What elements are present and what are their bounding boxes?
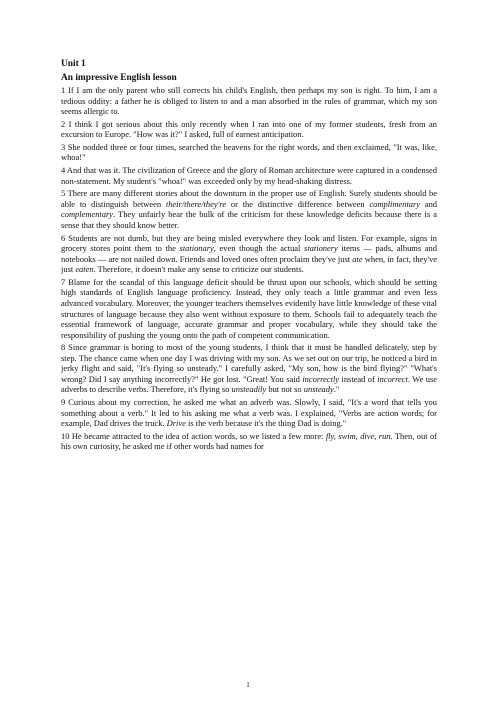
paragraph-text: 2 I think I got serious about this only recently when I ran into one of my former students, fresh from an excursion to Europe. "How was it?" I asked, full of earnest anticipation. <box>61 118 437 140</box>
paragraph-text: . Therefore, it doesn't make any sense to criticize our students. <box>93 264 304 275</box>
paragraph-text: and <box>420 198 438 209</box>
italic-term: Drive <box>166 418 186 429</box>
italic-term: eaten <box>75 264 94 275</box>
paragraph <box>61 188 437 230</box>
paragraph <box>61 397 437 429</box>
paragraph <box>61 277 437 340</box>
paragraph-text: 7 Blame for the scandal of this language deficit should be thrust upon our schools, which should be setting high standards of English language proficiency. Instead, they only teach a little grammar and even less advanced vocabulary. Moreover, the younger teachers themselves evidently have little knowledge of these vital structures of language because they also went without exposure to them. Schools fail to adequately teach the essential framework of language, accurate grammar and proper vocabulary, while they should take the responsibility of pushing the young onto the path of competent communication. <box>61 276 437 340</box>
italic-term: stationary <box>179 243 214 254</box>
paragraph <box>61 85 437 117</box>
paragraph-text: 8 Since grammar is boring to most of the young students, I think that it must be handled delicately, step by step. The chance came when one day I was driving with my son. As we set out on our trip, he noticed a bird in jerky flight and said, "It's flying so unsteady." I carefully asked, "My son, how is the bird flying?" "What's wrong? Did I say anything incorrectly?" He got lost. "Great! You said <box>61 342 437 384</box>
italic-term: stationery <box>304 243 338 254</box>
paragraph-text: 9 Curious about my correction, he asked me what an adverb was. Slowly, I said, "It's a word that tells you something about a verb." It led to his asking me what a verb was. I explained, "Verbs are action words; for example, Dad drives the truck. <box>61 397 437 429</box>
italic-term: ate <box>352 253 363 264</box>
paragraph-text: or the distinctive difference between <box>226 198 370 209</box>
paragraph-text: . We use adverbs to describe verbs. Therefore, it's flying so <box>61 373 437 395</box>
paragraph-text: 3 She nodded three or four times, searched the heavens for the right words, and then exclaimed, "It was, like, whoa!" <box>61 141 437 163</box>
unit-heading: Unit 1 <box>61 59 86 69</box>
paragraph <box>61 431 437 452</box>
lesson-title: An impressive English lesson <box>61 73 177 83</box>
paragraph-text: 6 Students are not dumb, but they are being misled everywhere they look and listen. For example, signs in grocery stores point them to the <box>61 232 437 254</box>
paragraph-text: but not so <box>266 384 304 395</box>
paragraph-text: . Then, out of his own curiosity, he asked me if other words had names for <box>61 430 437 452</box>
paragraph-text: , even though the actual <box>213 243 305 254</box>
paragraph-text: 1 If I am the only parent who still corrects his child's English, then perhaps my son is right. To him, I am a tedious oddity: a father he is obliged to listen to and a man absorbed in the rules of grammar, which my son seems allergic to. <box>61 85 437 117</box>
document-body <box>61 85 437 452</box>
paragraph-text: 4 And that was it. The civilization of Greece and the glory of Roman architecture were captured in a condensed non-statement. My student's "whoa!" was exceeded only by my head-shaking distress. <box>61 165 437 186</box>
page-number: 1 <box>246 681 250 689</box>
italic-term: complementary <box>61 209 114 220</box>
document-page <box>61 58 437 452</box>
paragraph <box>61 342 437 395</box>
italic-term: complimentary <box>369 198 421 209</box>
paragraph-text: 5 There are many different stories about the downturn in the proper use of English. Surely students should be able to distinguish between <box>61 188 437 209</box>
paragraph-text: when, in fact, they've just <box>61 253 437 275</box>
italic-term: unsteady <box>303 384 334 395</box>
italic-term: incorrect <box>377 373 408 384</box>
italic-term: unsteadily <box>231 384 267 395</box>
paragraph-text: ." <box>333 384 340 395</box>
italic-term: fly, swim, dive, run <box>325 430 391 441</box>
paragraph <box>61 165 437 186</box>
paragraph-text: . They unfairly bear the bulk of the criticism for these knowledge deficits because there is a sense that they should know better. <box>61 209 437 230</box>
paragraph <box>61 233 437 275</box>
paragraph-text: 10 He became attracted to the idea of action words, so we listed a few more: <box>61 430 326 441</box>
paragraph <box>61 119 437 140</box>
paragraph-text: instead of <box>339 373 378 384</box>
italic-term: their/there/they're <box>165 198 227 209</box>
italic-term: incorrectly <box>302 373 340 384</box>
paragraph-text: is the verb because it's the thing Dad is doing." <box>185 418 347 429</box>
paragraph <box>61 142 437 163</box>
paragraph-text: items — pads, albums and notebooks — are not nailed down. Friends and loved ones often proclaim they've just <box>61 243 437 264</box>
